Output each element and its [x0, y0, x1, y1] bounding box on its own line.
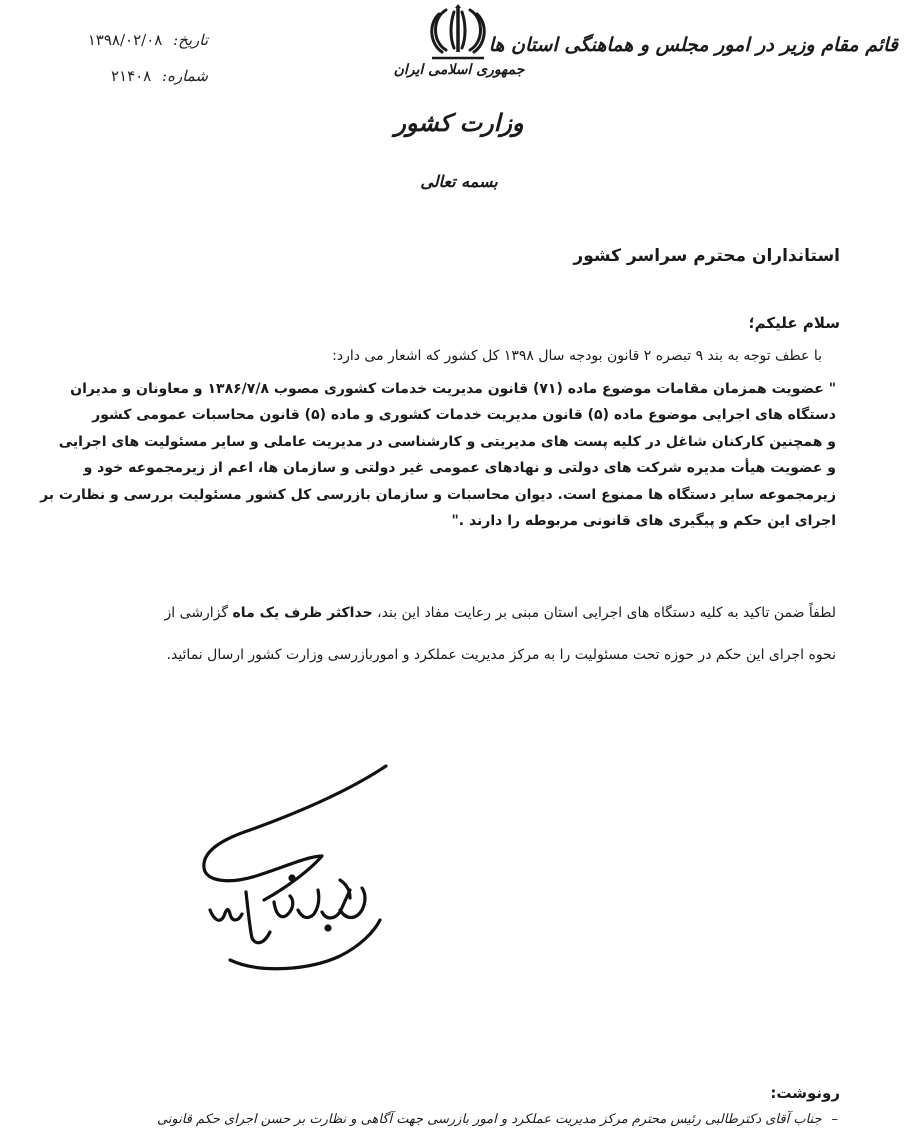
request-paragraph — [66, 592, 836, 676]
republic-name: جمهوری اسلامی ایران — [393, 62, 525, 78]
cc-item-text: جناب آقای دکترطالبی رئیس محترم مرکز مدیریت عملکرد و امور بازرسی جهت آگاهی و نظارت بر حسن اجرای حکم قانونی — [156, 1112, 822, 1127]
recipient: استانداران محترم سراسر کشور — [573, 246, 840, 266]
request-line1-start: لطفاً ضمن تاکید به کلیه دستگاه های اجرایی استان مبنی بر رعایت مفاد این بند، — [377, 605, 836, 621]
request-line1-end: گزارشی از — [164, 605, 229, 621]
number-label: شماره: — [162, 67, 208, 85]
date-value: ۱۳۹۸/۰۲/۰۸ — [87, 31, 163, 49]
quote-line: و همچنین کارکنان شاغل در کلیه پست های مدیریتی و کارشناسی در مدیریت عاملی و سایر مسئولیت های اجرایی — [58, 433, 836, 450]
deputy-title: قائم مقام وزیر در امور مجلس و هماهنگی استان ها — [488, 34, 898, 56]
quote-line: زیرمجموعه سایر دستگاه ها ممنوع است. دیوان محاسبات و سازمان بازرسی کل کشور مسئولیت بررسی و نظارت بر — [40, 486, 836, 503]
intro-text: با عطف توجه به بند ۹ تبصره ۲ قانون بودجه سال ۱۳۹۸ کل کشور که اشعار می دارد: — [332, 348, 822, 364]
quote-line: " عضویت همزمان مقامات موضوع ماده (۷۱) قانون مدیریت خدمات کشوری مصوب ۱۳۸۶/۷/۸ و معاونان و مدیران — [70, 381, 836, 397]
bullet-icon: – — [831, 1112, 838, 1127]
letter-meta — [58, 26, 208, 98]
iran-emblem-icon — [424, 4, 492, 60]
request-line: نحوه اجرای این حکم در حوزه تحت مسئولیت را به مرکز مدیریت عملکرد و اموربازرسی وزارت کشور ارسال نمائید. — [166, 647, 836, 663]
quoted-clause — [40, 376, 836, 534]
number-row — [58, 62, 208, 98]
quote-line: دستگاه های اجرایی موضوع ماده (۵) قانون مدیریت خدمات کشوری و ماده (۵) قانون محاسبات عمومی کشور — [92, 407, 836, 424]
cc-item — [78, 1112, 838, 1127]
quote-line: و عضویت هیأت مدیره شرکت های دولتی و نهادهای عمومی غیر دولتی و سازمان ها، اعم از زیرمجموعه خود و — [83, 460, 836, 477]
cc-title: رونوشت: — [770, 1084, 840, 1102]
request-line — [66, 592, 836, 634]
greeting: سلام علیکم؛ — [748, 314, 840, 332]
date-row — [58, 26, 208, 62]
number-value: ۲۱۴۰۸ — [110, 67, 152, 85]
bismillah: بسمه تعالی — [420, 172, 498, 191]
date-label: تاریخ: — [173, 31, 208, 49]
deadline-text: حداکثر ظرف یک ماه — [232, 605, 373, 621]
ministry-name: وزارت کشور — [394, 108, 524, 137]
signature — [190, 760, 400, 990]
quote-line: اجرای این حکم و پیگیری های قانونی مربوطه را دارند ." — [451, 513, 836, 530]
